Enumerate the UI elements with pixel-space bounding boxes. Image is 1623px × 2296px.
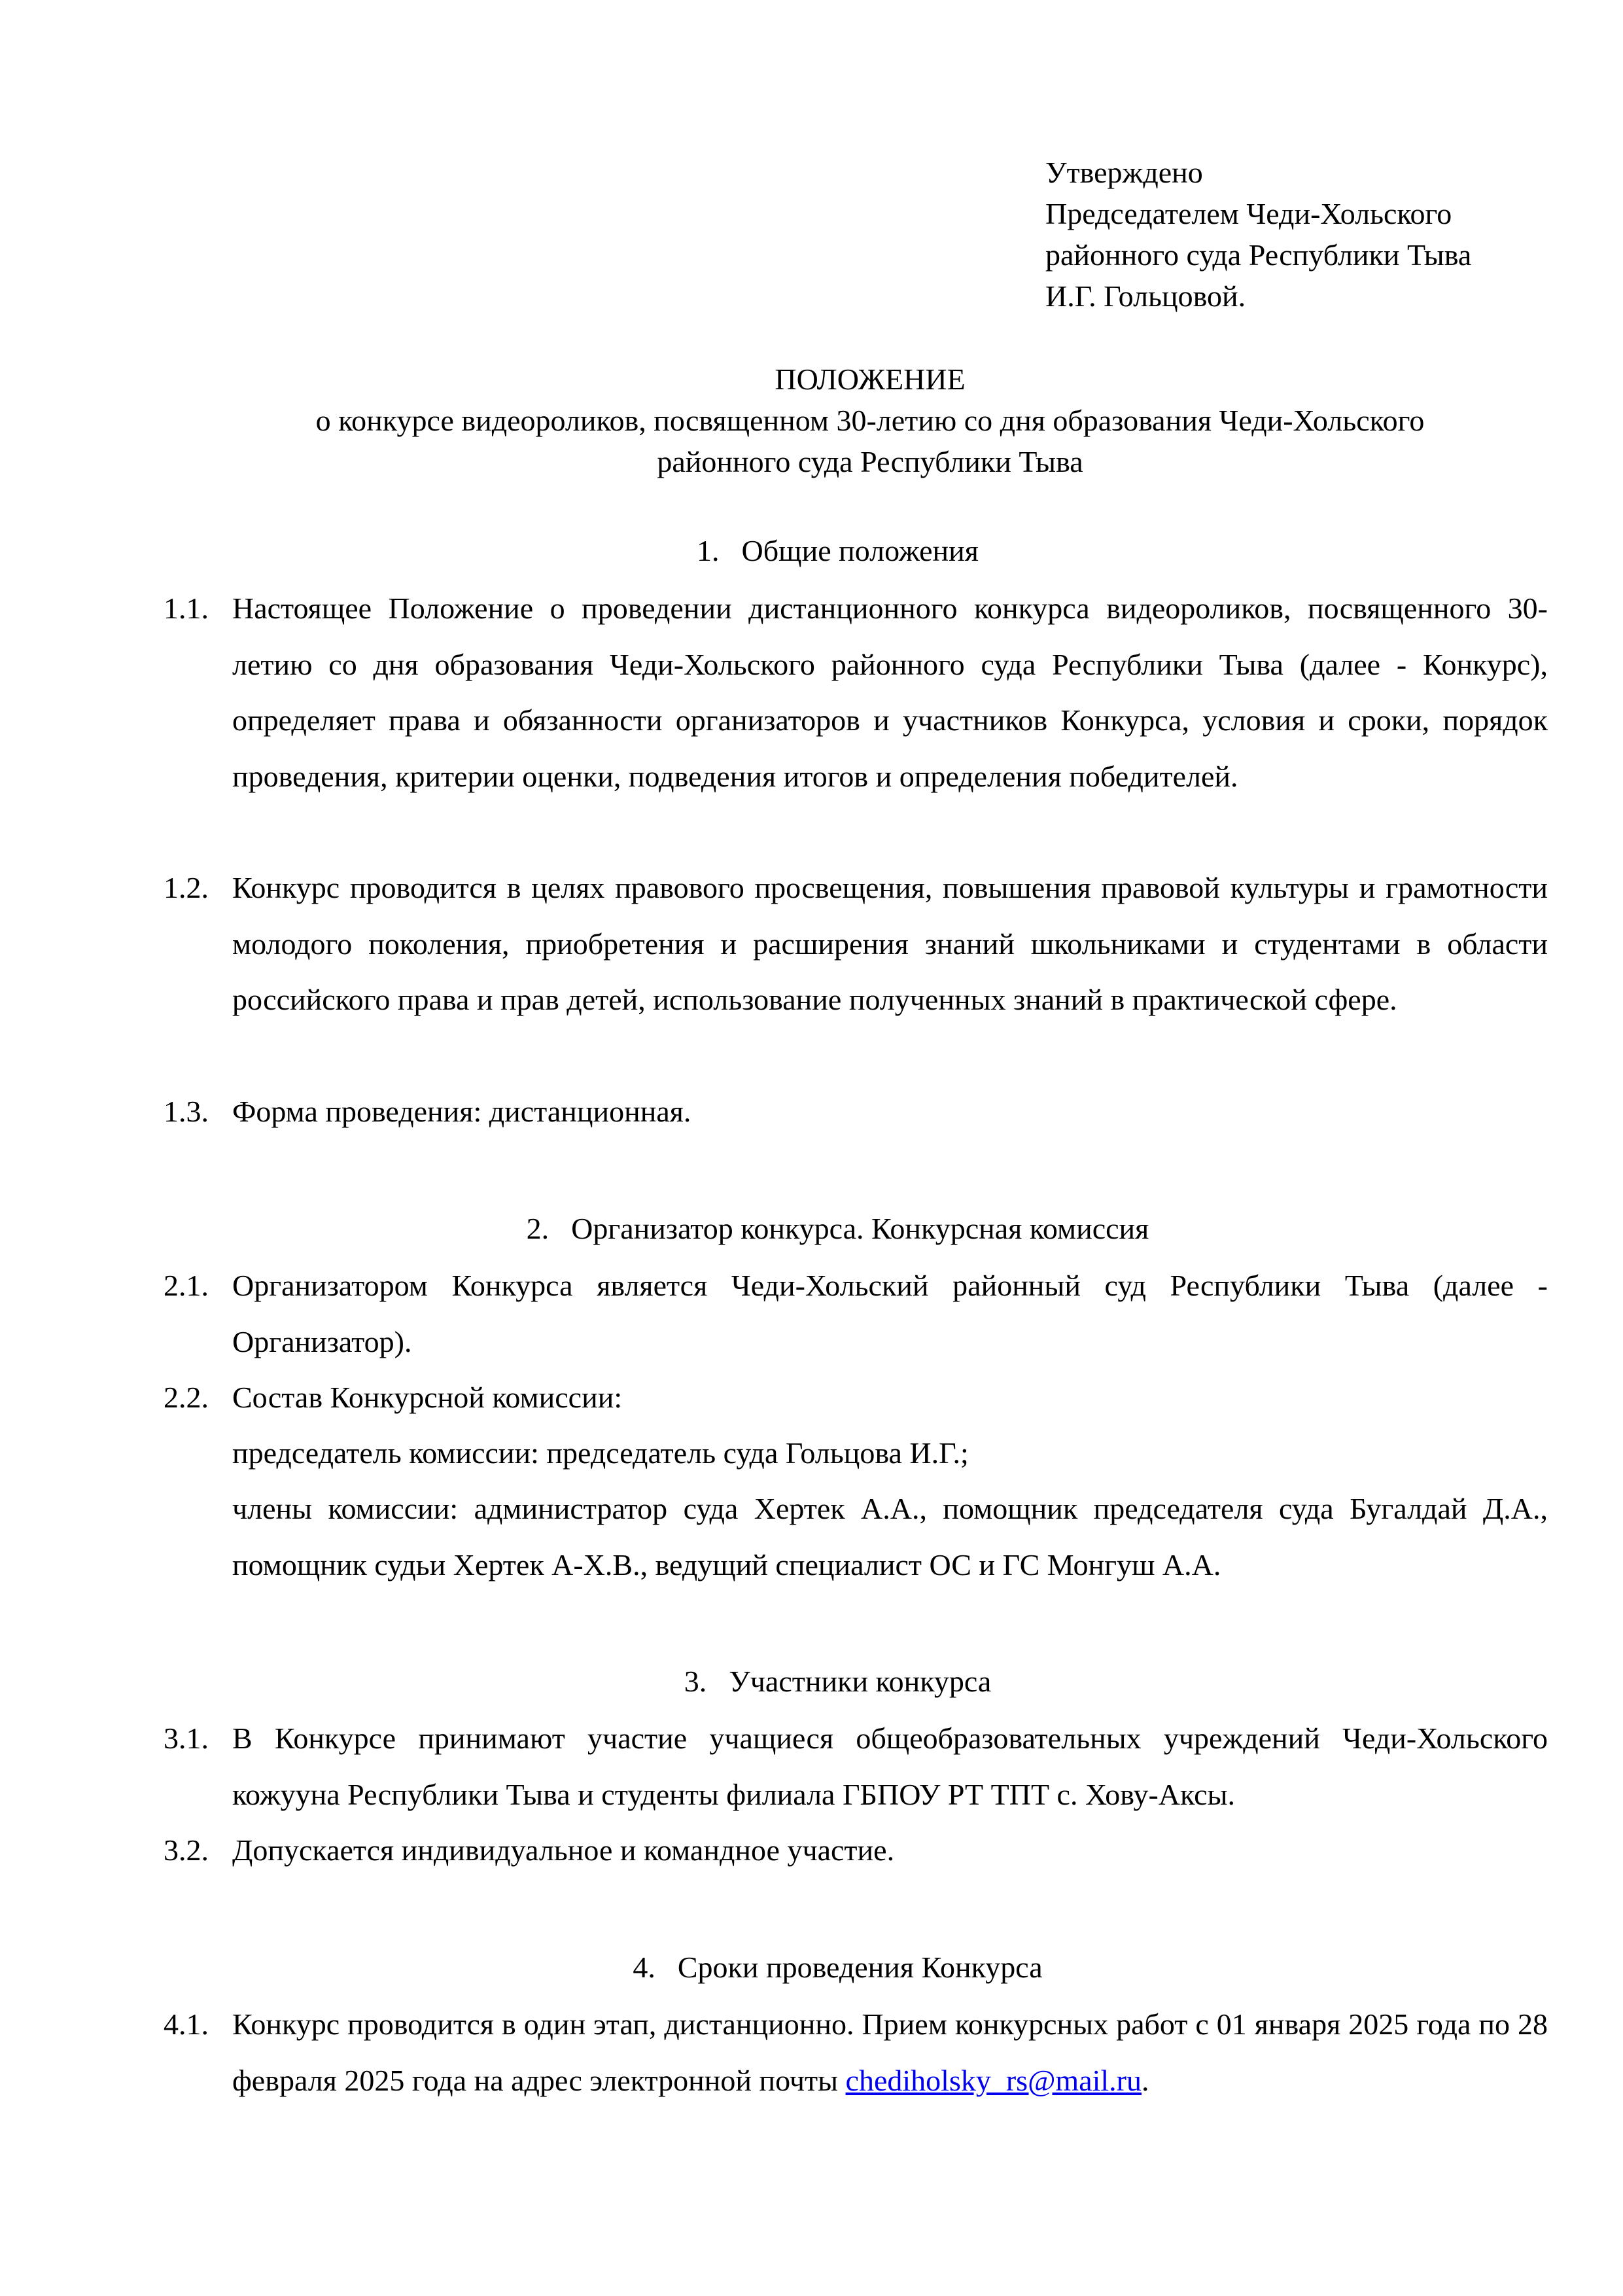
clause-text: Состав Конкурсной комиссии: — [232, 1381, 623, 1414]
document-title: ПОЛОЖЕНИЕ — [775, 362, 966, 396]
clause-text: Допускается индивидуальное и командное участие. — [232, 1833, 895, 1867]
section-title: Участники конкурса — [729, 1665, 992, 1698]
approval-line: И.Г. Гольцовой. — [1045, 279, 1246, 313]
clause-label: 1.1. — [164, 592, 209, 625]
section-title: Организатор конкурса. Конкурсная комиссия — [571, 1212, 1149, 1245]
clause-text: Настоящее Положение о проведении дистанционного конкурса видеороликов, посвященного 30-летию со дня образования Чеди-Хольского районного суда Республики Тыва (далее - Конкурс), определяет права и обязанности организаторов и участников Конкурса, условия и сроки, порядок проведения, критерии оценки, подведения итогов и определения победителей. — [232, 592, 1548, 793]
approval-line: Председателем Чеди-Хольского — [1045, 197, 1452, 230]
clause-label: 1.3. — [164, 1095, 209, 1128]
commission-members: члены комиссии: администратор суда Хертек А.А., помощник председателя суда Бугалдай Д.А., помощник судьи Хертек А-Х.В., ведущий специалист ОС и ГС Монгуш А.А. — [232, 1492, 1548, 1581]
section-heading-4 — [0, 1948, 1623, 1987]
clause-label: 2.1. — [164, 1269, 209, 1302]
clause-4-1 — [164, 1996, 1548, 2108]
section-heading-2 — [0, 1209, 1623, 1248]
clause-3-1 — [164, 1710, 1548, 1822]
section-number: 1. — [697, 534, 720, 567]
document-subtitle-line: районного суда Республики Тыва — [657, 445, 1083, 478]
clause-text: Форма проведения: дистанционная. — [232, 1095, 691, 1128]
clause-text: Конкурс проводится в целях правового просвещения, повышения правовой культуры и грамотности молодого поколения, приобретения и расширения знаний школьниками и студентами в области российского права и прав детей, использование полученных знаний в практической сфере. — [232, 871, 1548, 1016]
document-subtitle-line: о конкурсе видеороликов, посвященном 30-летию со дня образования Чеди-Хольского — [315, 404, 1425, 437]
approval-line: Утверждено — [1045, 156, 1203, 189]
email-link[interactable]: chediholsky_rs@mail.ru — [845, 2063, 1142, 2097]
commission-chair: председатель комиссии: председатель суда Гольцова И.Г.; — [232, 1436, 969, 1470]
clause-text-before-link: Конкурс проводится в один этап, дистанционно. Прием конкурсных работ с 01 января 2025 года по 28 февраля 2025 года на адрес электронной почты — [232, 2007, 1548, 2097]
section-title: Сроки проведения Конкурса — [677, 1951, 1043, 1984]
clause-text: Организатором Конкурса является Чеди-Хольский районный суд Республики Тыва (далее - Организатор). — [232, 1269, 1548, 1358]
section-number: 3. — [684, 1665, 707, 1698]
section-heading-1 — [0, 531, 1623, 571]
document-title-block — [196, 359, 1544, 482]
clause-1-3 — [164, 1084, 1548, 1140]
section-heading-3 — [0, 1662, 1623, 1701]
clause-1-2 — [164, 860, 1548, 1028]
clause-2-1 — [164, 1258, 1548, 1369]
approval-line: районного суда Республики Тыва — [1045, 238, 1472, 272]
clause-label: 3.2. — [164, 1833, 209, 1867]
clause-label: 4.1. — [164, 2007, 209, 2041]
clause-text — [232, 1996, 1548, 2108]
section-title: Общие положения — [741, 534, 979, 567]
approval-block — [1045, 152, 1471, 317]
clause-text-after-link: . — [1142, 2063, 1149, 2097]
clause-label: 1.2. — [164, 871, 209, 904]
clause-2-2 — [164, 1369, 1548, 1426]
section-number: 2. — [526, 1212, 550, 1245]
clause-text: В Конкурсе принимают участие учащиеся общеобразовательных учреждений Чеди-Хольского кожууна Республики Тыва и студенты филиала ГБПОУ РТ ТПТ с. Хову-Аксы. — [232, 1722, 1548, 1811]
clause-label: 2.2. — [164, 1381, 209, 1414]
clause-1-1 — [164, 580, 1548, 804]
clause-label: 3.1. — [164, 1722, 209, 1755]
clause-3-2 — [164, 1822, 1548, 1879]
section-number: 4. — [633, 1951, 655, 1984]
